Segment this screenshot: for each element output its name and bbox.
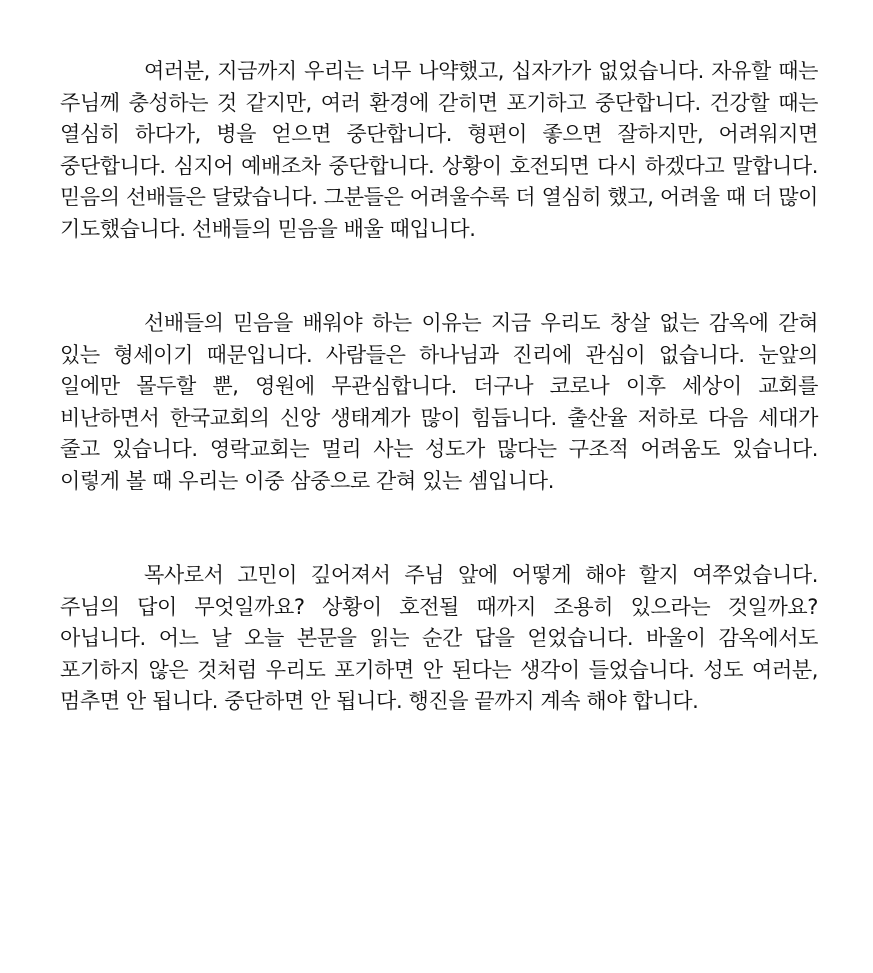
paragraph-3: 목사로서 고민이 깊어져서 주님 앞에 어떻게 해야 할지 여쭈었습니다. 주님의 답이 무엇일까요? 상황이 호전될 때까지 조용히 있으라는 것일까요? 아닙니다. 어느 날 오늘 본문을 읽는 순간 답을 얻었습니다. 바울이 감옥에서도 포기하지 않은 것처럼 우리도 포기하면 안 된다는 생각이 들었습니다. 성도 여러분, 멈추면 안 됩니다. 중단하면 안 됩니다. 행진을 끝까지 계속 해야 합니다. (60, 563, 818, 713)
document-body (60, 56, 818, 718)
paragraph-1: 여러분, 지금까지 우리는 너무 나약했고, 십자가가 없었습니다. 자유할 때는 주님께 충성하는 것 같지만, 여러 환경에 갇히면 포기하고 중단합니다. 건강할 때는 열심히 하다가, 병을 얻으면 중단합니다. 형편이 좋으면 잘하지만, 어려워지면 중단합니다. 심지어 예배조차 중단합니다. 상황이 호전되면 다시 하겠다고 말합니다. 믿음의 선배들은 달랐습니다. 그분들은 어려울수록 더 열심히 했고, 어려울 때 더 많이 기도했습니다. 선배들의 믿음을 배울 때입니다. (60, 59, 818, 241)
paragraph-2: 선배들의 믿음을 배워야 하는 이유는 지금 우리도 창살 없는 감옥에 갇혀 있는 형세이기 때문입니다. 사람들은 하나님과 진리에 관심이 없습니다. 눈앞의 일에만 몰두할 뿐, 영원에 무관심합니다. 더구나 코로나 이후 세상이 교회를 비난하면서 한국교회의 신앙 생태계가 많이 힘듭니다. 출산율 저하로 다음 세대가 줄고 있습니다. 영락교회는 멀리 사는 성도가 많다는 구조적 어려움도 있습니다. 이렇게 볼 때 우리는 이중 삼중으로 갇혀 있는 셈입니다. (60, 311, 818, 493)
